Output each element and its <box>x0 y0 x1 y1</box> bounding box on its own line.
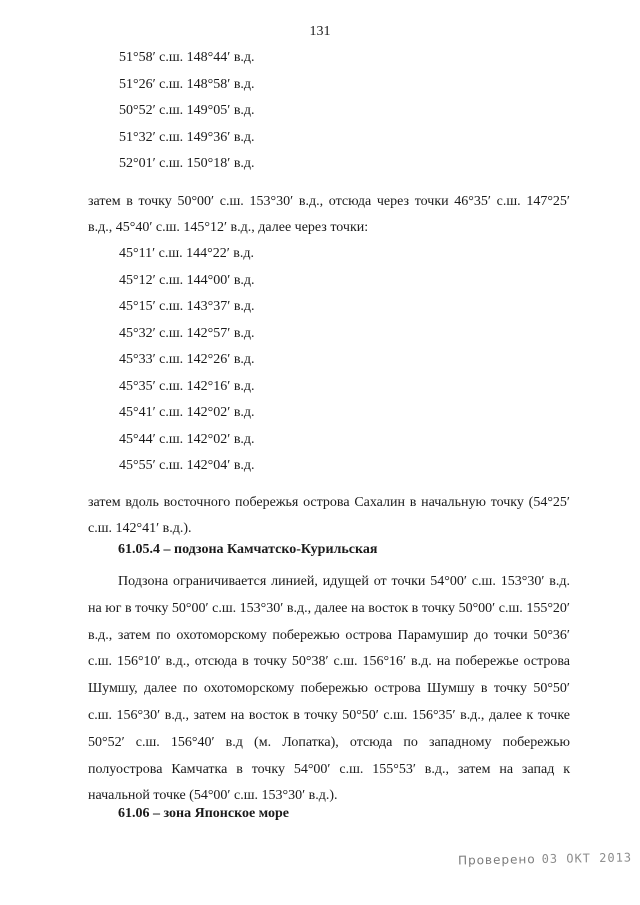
stamp-label: Проверено <box>457 852 536 868</box>
coordinate-item: 45°15′ с.ш. 143°37′ в.д. <box>119 299 255 314</box>
coordinate-item: 50°52′ с.ш. 149°05′ в.д. <box>119 103 255 118</box>
section-heading-zone: 61.06 – зона Японское море <box>118 806 290 821</box>
coordinate-item: 45°12′ с.ш. 144°00′ в.д. <box>119 272 255 288</box>
paragraph-subzone-description: Подзона ограничивается линией, идущей от точки 54°00′ с.ш. 153°30′ в.д. на юг в точку 50°00′ с.ш. 153°30′ в.д., далее на восток в точку 50°00′ с.ш. 155°20′ в.д., затем по охотоморскому побережью острова Парамушир до точки 50°36′ с.ш. 156°10′ в.д., отсюда в точку 50°38′ с.ш. 156°16′ в.д. на побережье острова Шумшу, далее по охотоморскому побережью острова Шумшу в точку 50°50′ с.ш. 156°30′ в.д., затем на восток в точку 50°50′ с.ш. 156°35′ в.д., далее к точке 50°52′ с.ш. 156°40′ в.д (м. Лопатка), отсюда по западному побережью полуострова Камчатка в точку 54°00′ с.ш. 155°53′ в.д., затем на запад к начальной точке (54°00′ с.ш. 153°30′ в.д.). <box>88 574 570 804</box>
coordinate-item: 45°55′ с.ш. 142°04′ в.д. <box>119 458 255 473</box>
coordinate-item: 45°44′ с.ш. 142°02′ в.д. <box>119 431 255 447</box>
coordinate-list-2 <box>119 244 255 483</box>
coordinate-item: 51°26′ с.ш. 148°58′ в.д. <box>119 76 255 92</box>
verification-stamp <box>458 850 632 867</box>
page-number: 131 <box>309 24 331 39</box>
coordinate-item: 45°33′ с.ш. 142°26′ в.д. <box>119 352 255 367</box>
section-heading-subzone: 61.05.4 – подзона Камчатско-Курильская <box>118 542 378 557</box>
coordinate-item: 52°01′ с.ш. 150°18′ в.д. <box>119 156 255 171</box>
coordinate-item: 51°58′ с.ш. 148°44′ в.д. <box>119 50 255 65</box>
paragraph-route-end: затем вдоль восточного побережья острова Сахалин в начальную точку (54°25′ с.ш. 142°41′ в.д.). <box>88 495 570 536</box>
coordinate-item: 45°41′ с.ш. 142°02′ в.д. <box>119 405 255 420</box>
paragraph-route-continuation: затем в точку 50°00′ с.ш. 153°30′ в.д., отсюда через точки 46°35′ с.ш. 147°25′ в.д., 45°40′ с.ш. 145°12′ в.д., далее через точки: <box>88 194 570 235</box>
coordinate-item: 45°32′ с.ш. 142°57′ в.д. <box>119 325 255 341</box>
coordinate-item: 51°32′ с.ш. 149°36′ в.д. <box>119 129 255 145</box>
coordinate-item: 45°35′ с.ш. 142°16′ в.д. <box>119 378 255 394</box>
stamp-date: 03 ОКТ 2013 <box>541 850 633 867</box>
coordinate-item: 45°11′ с.ш. 144°22′ в.д. <box>119 246 255 261</box>
coordinate-list-1 <box>119 48 255 181</box>
